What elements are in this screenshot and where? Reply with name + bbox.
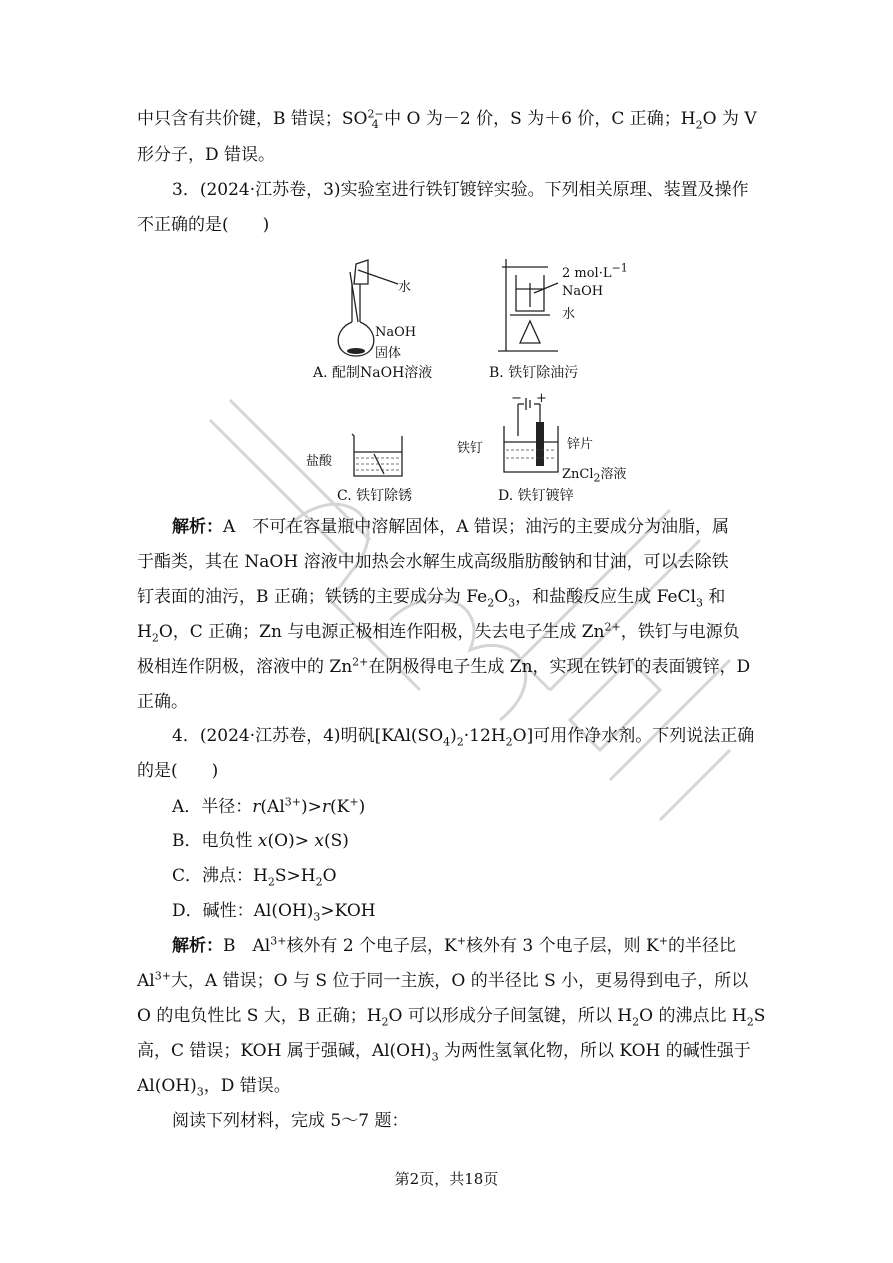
q4-option-a: A．半径：$r(Al^{3+})>r(K^+)$ [172,795,366,817]
figure-d-electroplating [500,396,564,480]
fig-a-solid-label: 固体 [375,346,402,361]
fig-d-caption: D. 铁钉镀锌 [498,488,574,504]
top-line-2: 形分子，D 错误。 [137,145,276,165]
fig-a-water-label: 水 [398,280,412,295]
q3-stem-line-2: 不正确的是( ) [137,215,270,235]
a4-line-2: $Al^{3+}$大，A 错误；O 与 S 位于同一主族，O 的半径比 S 小，更易得到电子，所以 [137,969,749,991]
a4-line-5: $Al(OH)_3$，D 错误。 [137,1076,291,1099]
a3-line-2: 于酯类，其在 NaOH 溶液中加热会水解生成高级脂肪酸钠和甘油，可以去除铁 [137,552,729,572]
top-line-1: 中只含有共价键，B 错误；$SO^{2-}_4$ 中 O 为－2 价，S 为＋6 价，C 正确；$H_2O$ 为 V [137,107,757,132]
a3-line-1: 解析：A 不可在容量瓶中溶解固体，A 错误；油污的主要成分为油脂，属 [172,517,729,537]
figure-c-beaker [350,430,406,480]
fig-b-caption: B. 铁钉除油污 [489,365,579,381]
q4-option-d: D．碱性：$Al(OH)_3>KOH$ [172,901,376,924]
q4-option-b: B．电负性 x(O)> x(S) [172,831,349,851]
fig-b-water-label: 水 [562,307,576,322]
fig-d-minus-label: − [511,391,522,406]
fig-b-naoh-label: NaOH [562,284,604,299]
fig-d-nail-label: 铁钉 [457,441,484,456]
fig-a-caption: A. 配制NaOH溶液 [313,365,433,381]
fig-c-acid-label: 盐酸 [306,454,333,469]
a4-line-4: 高，C 错误；KOH 属于强碱，$Al(OH)_3$ 为两性氢氧化物，所以 KOH 的碱性强于 [137,1041,751,1064]
a4-line-1: 解析：B $Al^{3+}$核外有 2 个电子层，K+核外有 3 个电子层，则 K+的半径比 [172,934,736,956]
fig-d-plus-label: + [536,391,547,406]
q4-stem-line-2: 的是( ) [137,761,219,781]
a3-line-4: $H_2O$，C 正确；Zn 与电源正极相连作阳极，失去电子生成 $Zn^{2+}$，铁钉与电源负 [137,620,740,645]
reading-instruction: 阅读下列材料，完成 5～7 题： [172,1111,409,1131]
a3-line-5: 极相连作阴极，溶液中的 $Zn^{2+}$在阴极得电子生成 Zn，实现在铁钉的表面镀锌，D [137,655,751,677]
q3-stem-line-1: 3．(2024·江苏卷，3)实验室进行铁钉镀锌实验。下列相关原理、装置及操作 [172,180,749,200]
q4-stem-line-1: 4．(2024·江苏卷，4)明矾$[KAl(SO_4)_2\cdot 12H_2O]$可用作净水剂。下列说法正确 [172,726,755,749]
figure-b-heating-setup [498,255,568,355]
figure-a-volumetric-flask [328,252,418,362]
fig-c-caption: C. 铁钉除锈 [337,488,413,504]
fig-b-conc-label: 2 $mol\cdot L^{-1}$ [562,261,628,281]
page-footer: 第2页，共18页 [394,1170,499,1188]
fig-d-zinc-label: 锌片 [567,437,594,452]
fig-d-solution-label: ZnCl$_2$溶液 [562,467,627,485]
q4-option-c: C．沸点：$H_2S>H_2O$ [172,866,337,889]
fig-a-naoh-label: NaOH [375,325,417,340]
a3-line-3: 钉表面的油污，B 正确；铁锈的主要成分为 $Fe_2O_3$，和盐酸反应生成 FeCl$_3$ 和 [137,587,726,610]
a3-line-6: 正确。 [137,692,188,712]
a4-line-3: O 的电负性比 S 大，B 正确；$H_2O$ 可以形成分子间氢键，所以 $H_2O$ 的沸点比 $H_2S$ [137,1006,766,1029]
